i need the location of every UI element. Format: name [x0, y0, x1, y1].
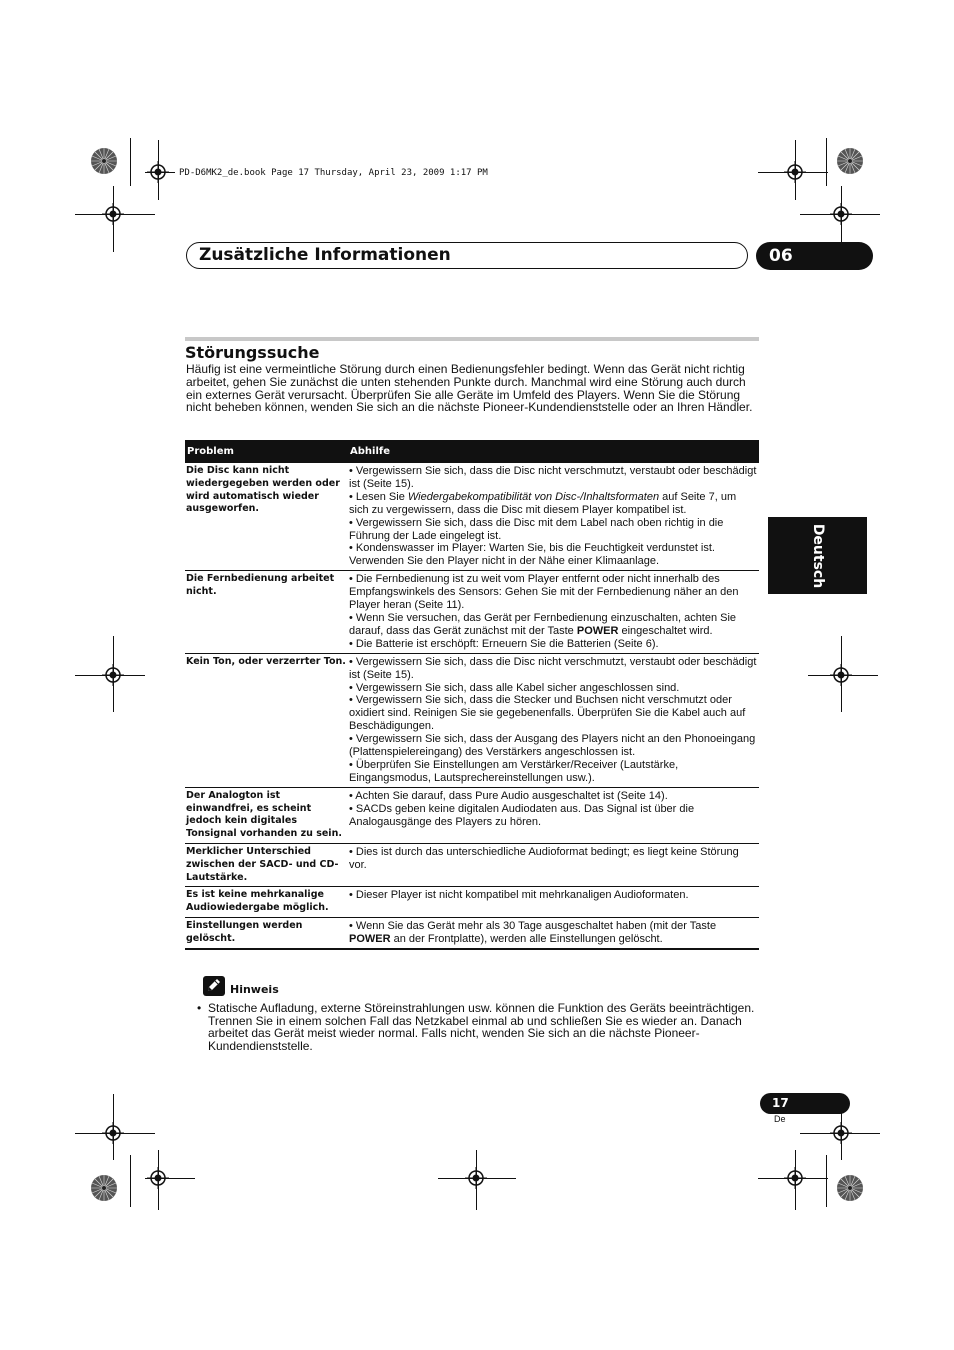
remedy-item: • Vergewissern Sie sich, dass der Ausgang des Players nicht an den Phonoeingang (Plattenspielereingang) des Verstärkers angeschlossen ist.: [349, 733, 756, 759]
page-language-code: De: [774, 1114, 786, 1124]
registration-mark-icon: [102, 1122, 124, 1144]
color-target-icon: [90, 1174, 118, 1202]
registration-mark-icon: [102, 203, 124, 225]
remedy-item: • Die Fernbedienung ist zu weit vom Player entfernt oder nicht innerhalb des Empfangswinkels des Sensors: Gehen Sie mit der Fernbedienung näher an den Player heran (Seite 11).: [349, 573, 739, 612]
registration-mark-icon: [830, 203, 852, 225]
color-target-icon: [836, 1174, 864, 1202]
troubleshooting-table: [185, 440, 759, 950]
remedy-cell: [348, 463, 759, 571]
registration-mark-icon: [465, 1167, 487, 1189]
remedy-item: • Dies ist durch das unterschiedliche Audioformat bedingt; es liegt keine Störung vor.: [349, 845, 739, 871]
problem-cell: Der Analogton ist einwandfrei, es scheint jedoch kein digitales Tonsignal vorhanden zu sein.: [185, 787, 348, 843]
registration-mark-icon: [147, 161, 169, 183]
remedy-cell: [348, 843, 759, 886]
color-target-icon: [836, 147, 864, 175]
crop-mark: [826, 138, 827, 186]
remedy-item: • Vergewissern Sie sich, dass die Disc nicht verschmutzt, verstaubt oder beschädigt ist (Seite 15).: [349, 655, 757, 681]
remedy-cell: [348, 653, 759, 787]
remedy-item: • Vergewissern Sie sich, dass die Stecker und Buchsen nicht verschmutzt oder oxidiert sind. Reinigen Sie sie gegebenenfalls. Überprüfen Sie die Kabel auch auf Beschädigungen.: [349, 694, 746, 733]
remedy-cell: [348, 571, 759, 653]
chapter-title: Zusätzliche Informationen: [199, 245, 451, 265]
column-header-remedy: Abhilfe: [348, 440, 759, 463]
note-bullet: •: [197, 1001, 202, 1015]
registration-mark-icon: [784, 161, 806, 183]
problem-cell: Kein Ton, oder verzerrter Ton.: [185, 653, 348, 787]
remedy-item: • Kondenswasser im Player: Warten Sie, bis die Feuchtigkeit verdunstet ist. Verwenden Sie den Player nicht in der Nähe einer Klimaanlage.: [349, 542, 715, 568]
problem-cell: Einstellungen werden gelöscht.: [185, 917, 348, 948]
section-title: Störungssuche: [185, 343, 320, 362]
table-row: [185, 571, 759, 653]
remedy-cell: [348, 917, 759, 948]
table-row: [185, 917, 759, 948]
registration-mark-icon: [147, 1167, 169, 1189]
remedy-item: • Vergewissern Sie sich, dass alle Kabel sicher angeschlossen sind.: [349, 681, 680, 694]
table-row: [185, 887, 759, 918]
print-info-line: PD-D6MK2_de.book Page 17 Thursday, April 23, 2009 1:17 PM: [179, 168, 488, 178]
remedy-cell: [348, 887, 759, 918]
note-text: Statische Aufladung, externe Störeinstrahlungen usw. können die Funktion des Geräts beeinträchtigen. Trennen Sie in einem solchen Fall das Netzkabel einmal ab und schließen Sie es wieder an. Danach arbeitet das Gerät meist wieder normal. Falls nicht, wenden Sie sich an die nächste Pioneer-Kundendienststelle.: [208, 1001, 755, 1053]
registration-mark-icon: [830, 664, 852, 686]
problem-cell: Die Fernbedienung arbeitet nicht.: [185, 571, 348, 653]
remedy-item: • Achten Sie darauf, dass Pure Audio ausgeschaltet ist (Seite 14).: [349, 789, 668, 802]
crop-mark: [826, 1155, 827, 1207]
column-header-problem: Problem: [185, 440, 348, 463]
note-pencil-icon: [203, 976, 225, 996]
note-title: Hinweis: [230, 983, 279, 996]
registration-mark-icon: [830, 1122, 852, 1144]
remedy-item: • Überprüfen Sie Einstellungen am Verstärker/Receiver (Lautstärke, Eingangsmodus, Lautsprechereinstellungen usw.).: [349, 758, 679, 784]
chapter-number: 06: [756, 242, 873, 270]
remedy-item: • Vergewissern Sie sich, dass die Disc nicht verschmutzt, verstaubt oder beschädigt ist (Seite 15).: [349, 465, 757, 490]
problem-cell: Die Disc kann nicht wiedergegeben werden oder wird automatisch wieder ausgeworfen.: [185, 463, 348, 571]
remedy-item: • Lesen Sie Wiedergabekompatibilität von Disc-/Inhaltsformaten auf Seite 7, um sich zu vergewissern, dass die Disc mit diesem Player kompatibel ist.: [349, 490, 737, 516]
table-row: [185, 653, 759, 787]
remedy-cell: [348, 787, 759, 843]
table-row: [185, 787, 759, 843]
registration-mark-icon: [784, 1167, 806, 1189]
page-number: 17: [760, 1093, 850, 1114]
table-row: [185, 843, 759, 886]
table-header-row: [185, 440, 759, 463]
remedy-item: • Wenn Sie das Gerät mehr als 30 Tage ausgeschaltet haben (mit der Taste POWER an der Frontplatte), werden alle Einstellungen gelöscht.: [349, 919, 717, 945]
intro-paragraph: Häufig ist eine vermeintliche Störung durch einen Bedienungsfehler bedingt. Wenn das Gerät nicht richtig arbeitet, gehen Sie zunächst die unten stehenden Punkte durch. Manchmal wird eine Störung auch durch ein externes Gerät verursacht. Überprüfen Sie alle Geräte im Umfeld des Players. Wenn Sie die Störung nicht beheben können, wenden Sie sich an die nächste Pioneer-Kundendienststelle oder an Ihren Händler.: [186, 362, 753, 415]
remedy-item: • SACDs geben keine digitalen Audiodaten aus. Das Signal ist über die Analogausgänge des Players zu hören.: [349, 802, 695, 828]
crop-mark: [130, 138, 131, 186]
section-intro: [186, 363, 760, 414]
problem-cell: Merklicher Unterschied zwischen der SACD- und CD-Lautstärke.: [185, 843, 348, 886]
language-tab: [768, 517, 867, 594]
crop-mark: [130, 1155, 131, 1207]
problem-cell: Es ist keine mehrkanalige Audiowiedergabe möglich.: [185, 887, 348, 918]
table-row: [185, 463, 759, 571]
remedy-item: • Die Batterie ist erschöpft: Erneuern Sie die Batterien (Seite 6).: [349, 637, 659, 650]
section-divider: [185, 337, 759, 341]
color-target-icon: [90, 147, 118, 175]
remedy-item: • Vergewissern Sie sich, dass die Disc mit dem Label nach oben richtig in die Führung der Lade eingelegt ist.: [349, 516, 724, 542]
language-tab-label: Deutsch: [809, 523, 826, 588]
remedy-item: • Wenn Sie versuchen, das Gerät per Fernbedienung einzuschalten, achten Sie darauf, dass das Gerät zunächst mit der Taste POWER eingeschaltet wird.: [349, 611, 737, 637]
remedy-item: • Dieser Player ist nicht kompatibel mit mehrkanaligen Audioformaten.: [349, 889, 689, 902]
registration-mark-icon: [102, 664, 124, 686]
